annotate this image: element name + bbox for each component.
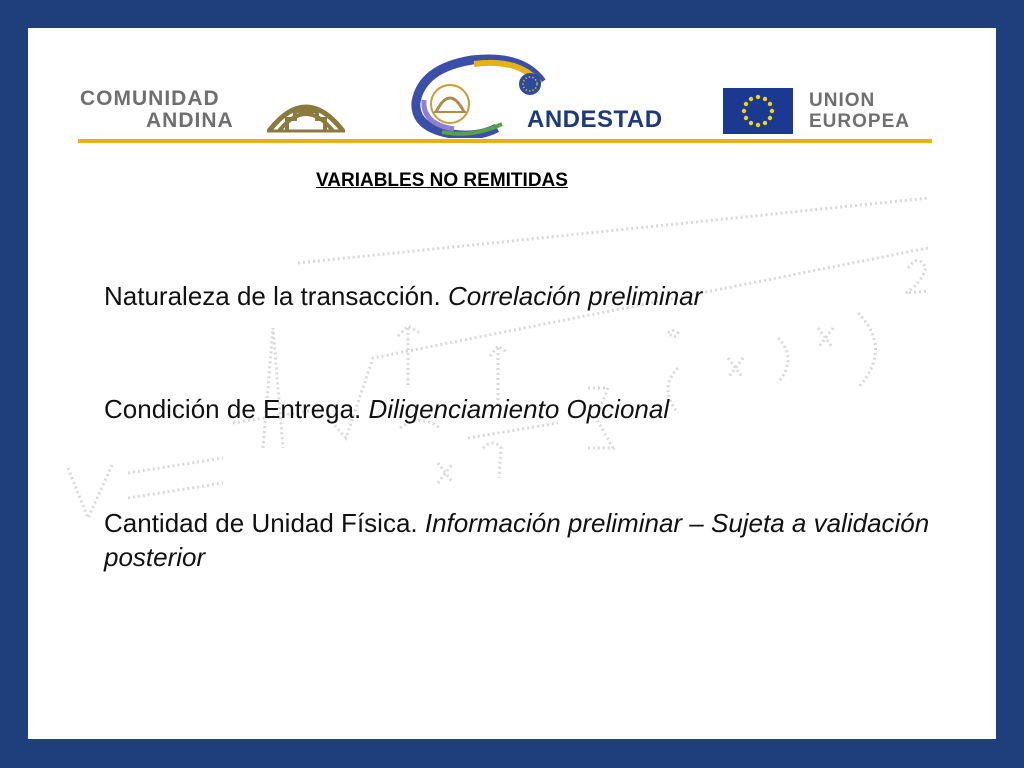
andestad-wordmark: ANDESTAD bbox=[527, 106, 663, 133]
comunidad-andina-line1: COMUNIDAD bbox=[80, 87, 220, 110]
slide bbox=[28, 28, 996, 739]
item-note: Diligenciamiento Opcional bbox=[368, 394, 670, 424]
slide-title: VARIABLES NO REMITIDAS bbox=[316, 170, 568, 191]
andestad-logo bbox=[402, 54, 663, 143]
item-label: Naturaleza de la transacción. bbox=[104, 281, 448, 311]
andean-emblem-icon bbox=[265, 91, 347, 133]
item-label: Cantidad de Unidad Física. bbox=[104, 508, 425, 538]
header-divider bbox=[78, 139, 932, 143]
item-note: Información preliminar – Sujeta a validación posterior bbox=[104, 508, 930, 572]
union-europea-line1: UNION bbox=[809, 90, 876, 111]
union-europea-text bbox=[809, 90, 910, 132]
eu-flag-icon bbox=[723, 88, 793, 134]
union-europea-line2: EUROPEA bbox=[809, 111, 910, 132]
item-label: Condición de Entrega. bbox=[104, 394, 369, 424]
header bbox=[28, 28, 996, 153]
item-note: Correlación preliminar bbox=[447, 281, 703, 311]
list-item bbox=[104, 279, 984, 313]
list-item bbox=[104, 506, 984, 574]
comunidad-andina-line2: ANDINA bbox=[146, 109, 234, 132]
list-item bbox=[104, 392, 984, 426]
